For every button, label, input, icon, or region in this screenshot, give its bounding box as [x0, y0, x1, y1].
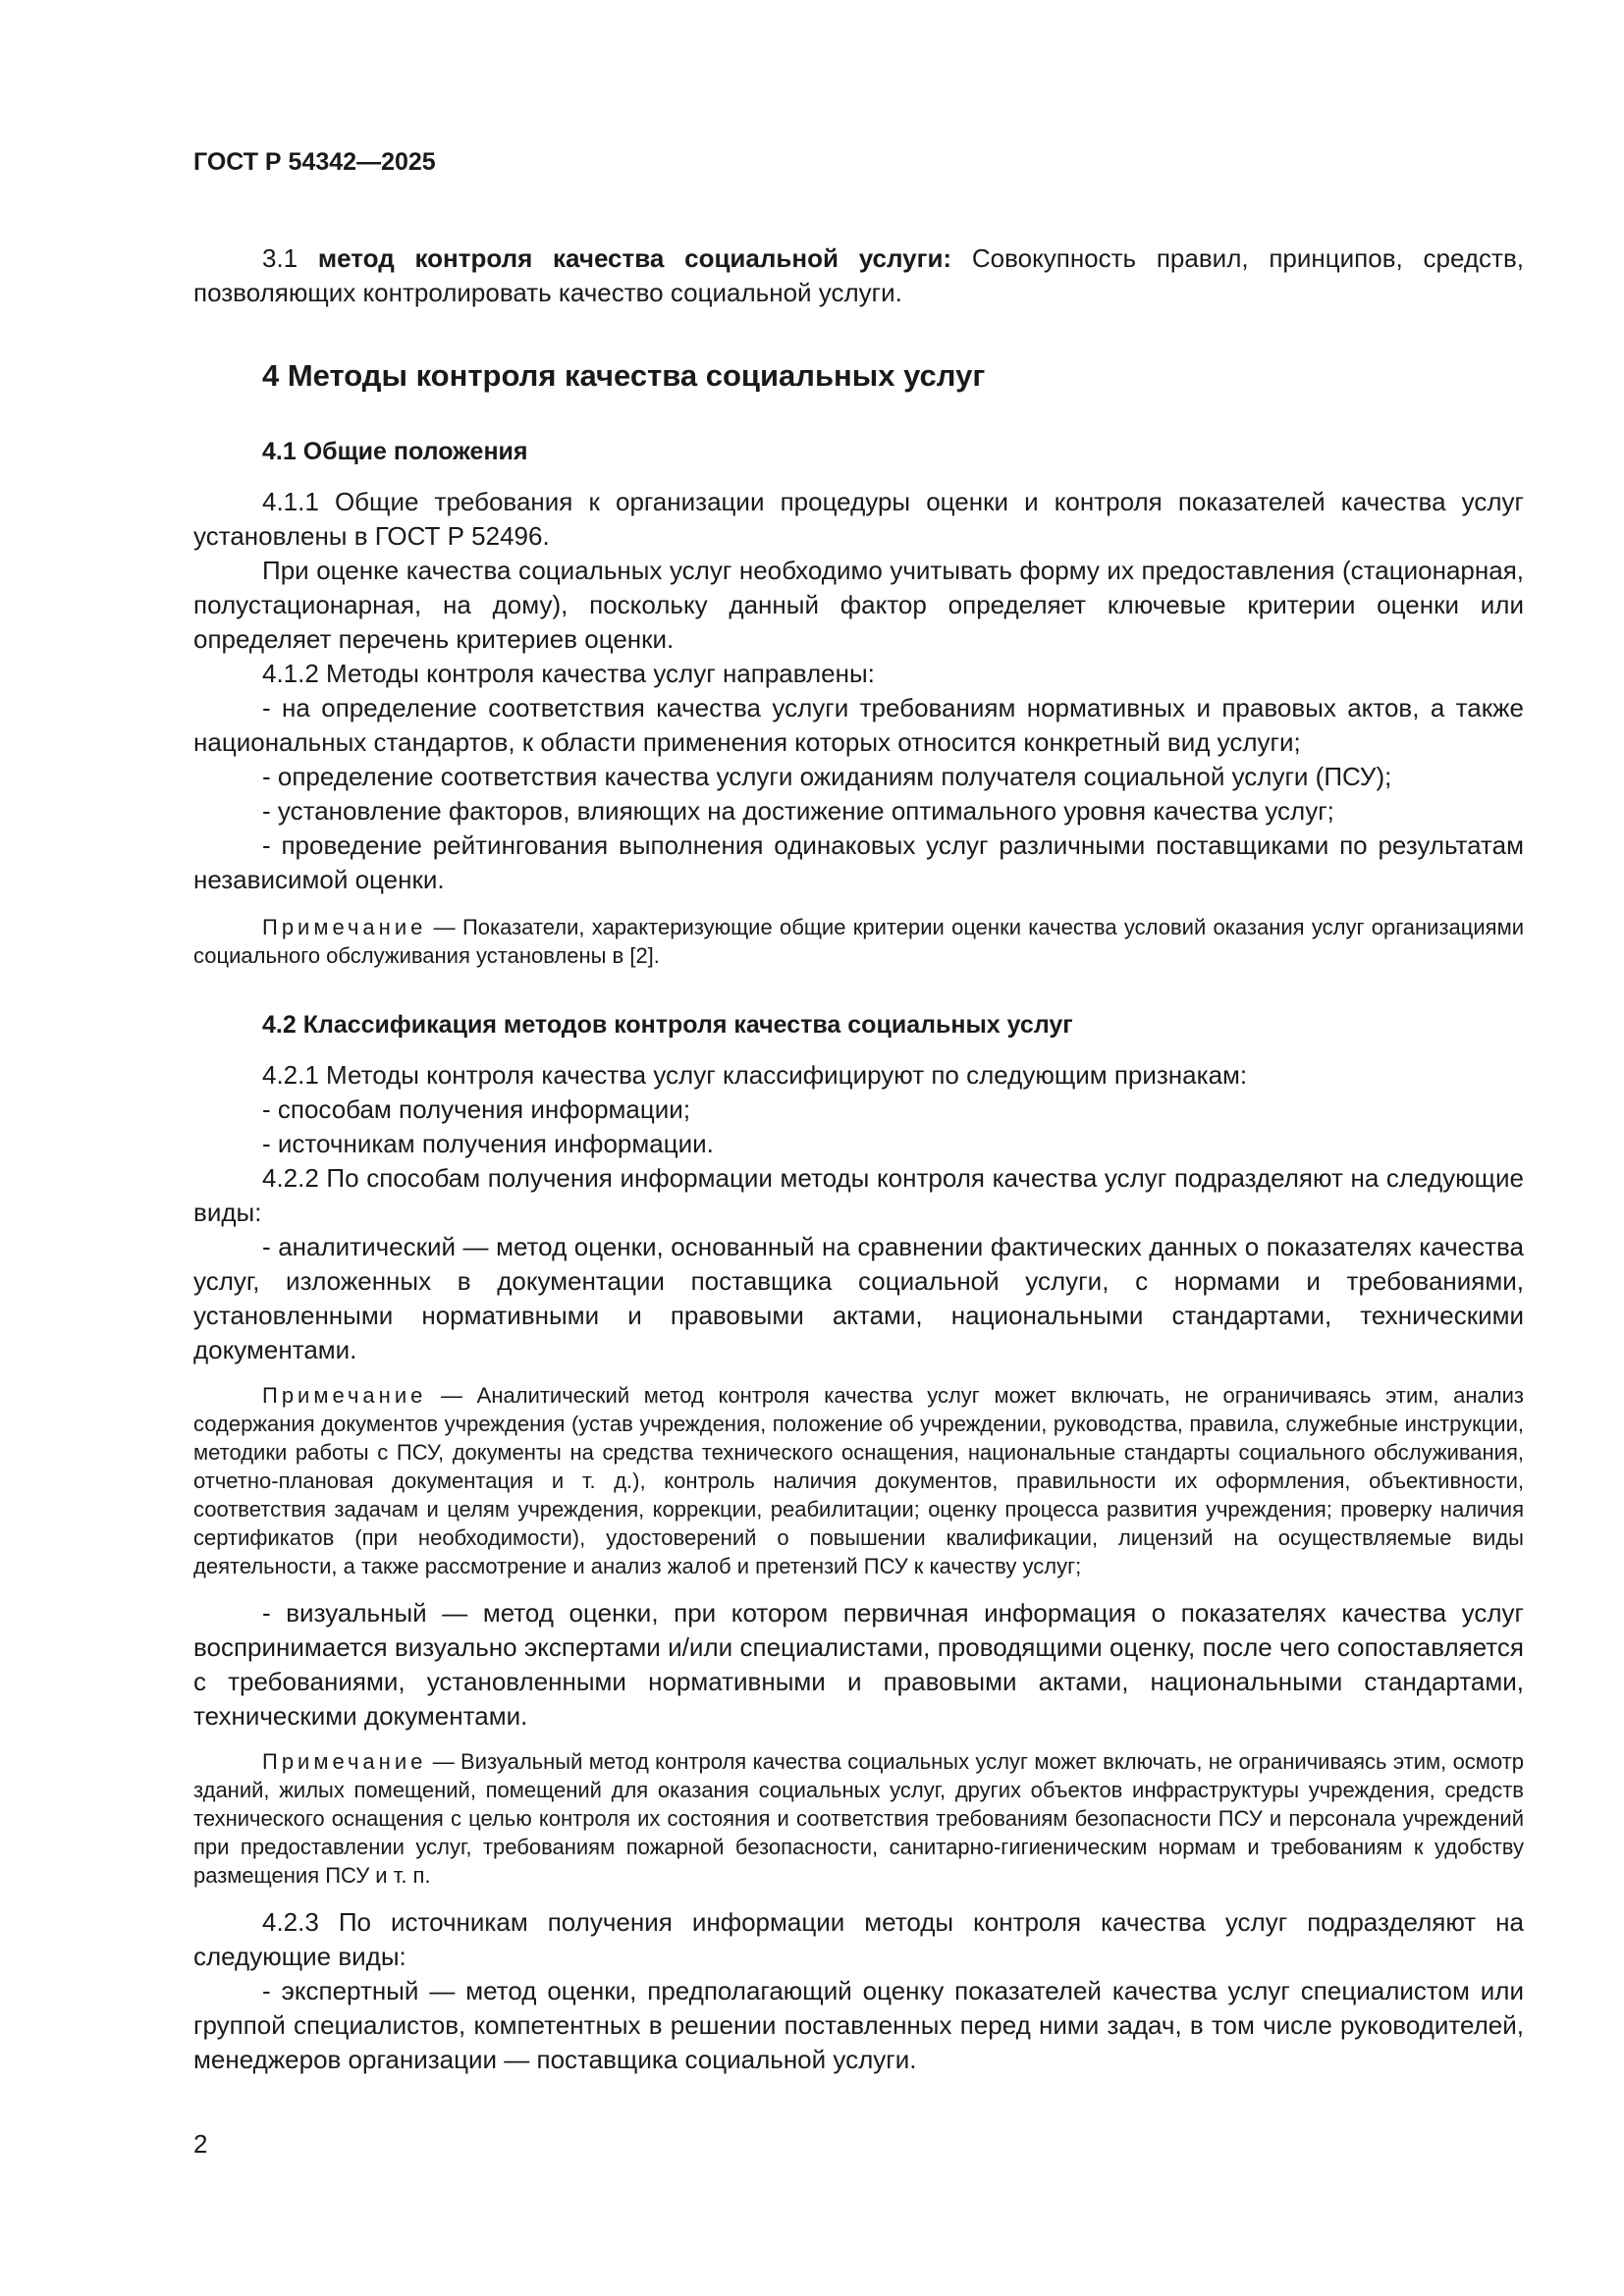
clause-4-2-1: 4.2.1 Методы контроля качества услуг классифицируют по следующим признакам:: [262, 1060, 1248, 1090]
list-item: - способам получения информации;: [262, 1095, 691, 1124]
list-item: - определение соответствия качества услуги ожиданиям получателя социальной услуги (ПСУ);: [262, 762, 1392, 791]
term-definition: Совокупность правил, принципов, средств, позволяющих контролировать качество социальной услуги.: [193, 243, 1524, 307]
document-code: ГОСТ Р 54342—2025: [193, 148, 436, 176]
page-number: 2: [193, 2129, 208, 2159]
expert-method-item: - экспертный — метод оценки, предполагающий оценку показателей качества услуг специалистом или группой специалистов, компетентных в решении поставленных перед ними задач, в том числе руководителей, менеджеров организации — поставщика социальной услуги.: [193, 1976, 1524, 2074]
term-heading: метод контроля качества социальной услуги:: [317, 243, 952, 273]
note-text: — Визуальный метод контроля качества социальных услуг может включать, не ограничиваясь этим, осмотр зданий, жилых помещений, помещений для оказания социальных услуг, других объектов инфраструктуры учреждения, средств технического оснащения с целью контроля их состояния и соответствия требованиям безопасности ПСУ и персонала учреждений при предоставлении услуг, требованиям пожарной безопасности, санитарно-гигиеническим нормам и требованиям к удобству размещения ПСУ и т. п.: [193, 1749, 1524, 1888]
note-3: [193, 1747, 1524, 1890]
clause-3-1: [193, 241, 1524, 310]
document-page: [193, 147, 1524, 2209]
clause-number: 3.1: [262, 243, 298, 273]
note-label: Примечание: [262, 1749, 427, 1774]
list-item: - источникам получения информации.: [262, 1129, 714, 1158]
visual-method-item: - визуальный — метод оценки, при котором первичная информация о показателях качества услуг воспринимается визуально экспертами и/или специалистами, проводящими оценку, после чего сопоставляется с требованиями, установленными нормативными и правовыми актами, национальными стандартами, техническими документами.: [193, 1598, 1524, 1731]
note-label: Примечание: [262, 915, 427, 939]
analytic-method-item: - аналитический — метод оценки, основанный на сравнении фактических данных о показателях качества услуг, изложенных в документации поставщика социальной услуги, с нормами и требованиями, установленными нормативными и правовыми актами, национальными стандартами, техническими документами.: [193, 1232, 1524, 1364]
section-4-title: 4 Методы контроля качества социальных услуг: [262, 358, 986, 393]
subsection-4-1-title: 4.1 Общие положения: [262, 438, 528, 465]
clause-4-1-1: 4.1.1 Общие требования к организации процедуры оценки и контроля показателей качества услуг установлены в ГОСТ Р 52496.: [193, 487, 1524, 551]
list-item: - проведение рейтингования выполнения одинаковых услуг различными поставщиками по результатам независимой оценки.: [193, 830, 1524, 894]
paragraph-forms: При оценке качества социальных услуг необходимо учитывать форму их предоставления (стационарная, полустационарная, на дому), поскольку данный фактор определяет ключевые критерии оценки или определяет перечень критериев оценки.: [193, 556, 1524, 654]
subsection-4-2-title: 4.2 Классификация методов контроля качества социальных услуг: [262, 1011, 1073, 1039]
note-2: [193, 1381, 1524, 1580]
note-1: [193, 913, 1524, 970]
list-item: - на определение соответствия качества услуги требованиям нормативных и правовых актов, а также национальных стандартов, к области применения которых относится конкретный вид услуги;: [193, 693, 1524, 757]
clause-4-1-2: 4.1.2 Методы контроля качества услуг направлены:: [262, 659, 875, 688]
note-text: — Аналитический метод контроля качества услуг может включать, не ограничиваясь этим, анализ содержания документов учреждения (устав учреждения, положение об учреждении, руководства, правила, служебные инструкции, методики работы с ПСУ, документы на средства технического оснащения, национальные стандарты социального обслуживания, отчетно-плановая документация и т. д.), контроль наличия документов, правильности их оформления, объективности, соответствия задачам и целям учреждения, коррекции, реабилитации; оценку процесса развития учреждения; проверку наличия сертификатов (при необходимости), удостоверений о повышении квалификации, лицензий на осуществляемые виды деятельности, а также рассмотрение и анализ жалоб и претензий ПСУ к качеству услуг;: [193, 1383, 1524, 1578]
note-label: Примечание: [262, 1383, 427, 1408]
list-item: - установление факторов, влияющих на достижение оптимального уровня качества услуг;: [262, 796, 1334, 826]
clause-4-2-3: 4.2.3 По источникам получения информации методы контроля качества услуг подразделяют на следующие виды:: [193, 1907, 1524, 1971]
clause-4-2-2: 4.2.2 По способам получения информации методы контроля качества услуг подразделяют на следующие виды:: [193, 1163, 1524, 1227]
note-text: — Показатели, характеризующие общие критерии оценки качества условий оказания услуг организациями социального обслуживания установлены в [2].: [193, 915, 1524, 968]
